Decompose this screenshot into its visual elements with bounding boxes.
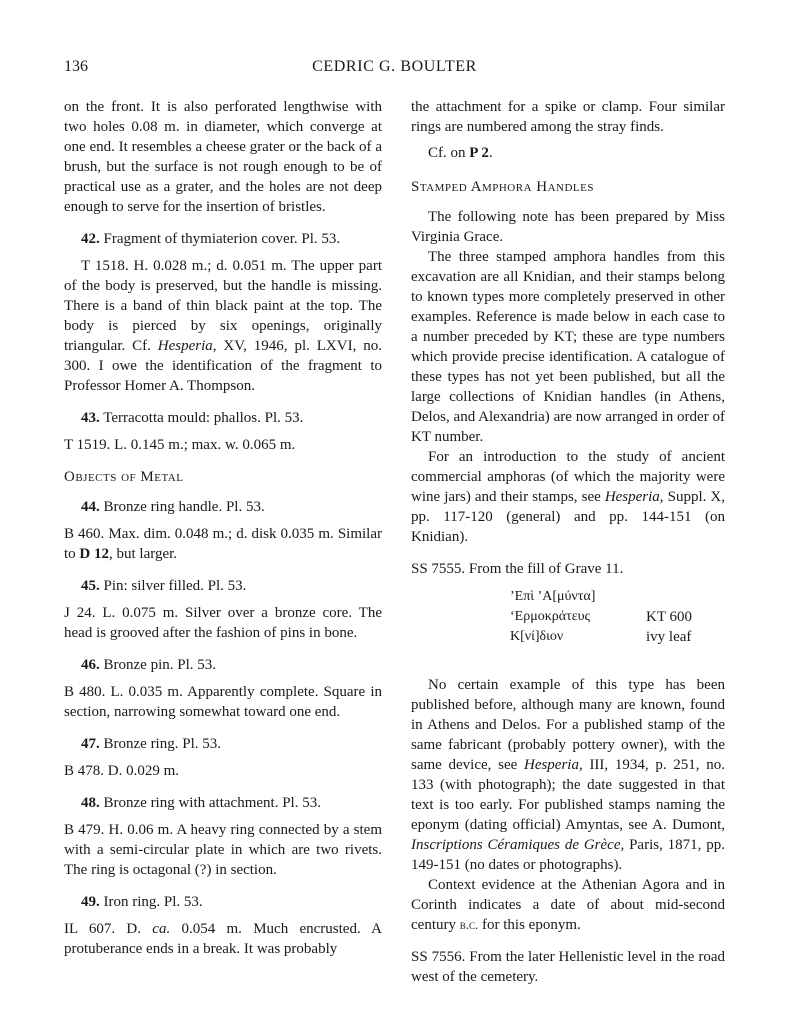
entry-description bbox=[64, 919, 382, 959]
entry-number: 47. bbox=[81, 736, 100, 752]
catalog-entry-42 bbox=[64, 229, 382, 396]
stamp-line-1: ’Επὶ ’Α[μύντα] bbox=[510, 589, 596, 604]
entry-description: B 479. H. 0.06 m. A heavy ring connected by a stem with a semi-circular plate in which are two rivets. The ring is octagonal (?) in section. bbox=[64, 822, 382, 878]
cf-text: . bbox=[488, 145, 493, 161]
circa-abbrev: ca. bbox=[152, 921, 171, 937]
introduction-paragraph bbox=[411, 447, 725, 547]
intro-paragraph: on the front. It is also perforated lengthwise with two holes 0.08 m. in diameter, which converge at one end. It resembles a cheese grater or the back of a brush, but the surface is not rough enough to be of practical use as a grater, and the holes are not deep enough to serve for the insertion of bristles. bbox=[64, 99, 382, 215]
paragraph-text: No certain example of this type has been published before, although many are known, found in Athens and Delos. For a published stamp of the same fabricant (probably pottery owner), with the same device, see bbox=[411, 677, 725, 773]
knidian-paragraph: The three stamped amphora handles from this excavation are all Knidian, and their stamps belong to known types more completely preserved in other examples. Reference is made below in each case to a number preceded by KT; these are type numbers which provide precise identification. A catalogue of these types has not yet been published, but all the large collections of Knidian handles (in Athens, Delos, and Alexandria) are now arranged in order of KT number. bbox=[411, 249, 725, 445]
note-paragraph: The following note has been prepared by Miss Virginia Grace. bbox=[411, 209, 725, 245]
entry-description bbox=[64, 524, 382, 564]
journal-title: Hesperia, bbox=[157, 338, 217, 354]
entry-description: T 1519. L. 0.145 m.; max. w. 0.065 m. bbox=[64, 437, 296, 453]
stamp-line-3: Κ[νί]διον bbox=[510, 629, 564, 644]
catalog-entry-43 bbox=[64, 408, 382, 455]
no-certain-paragraph bbox=[411, 675, 725, 875]
journal-title: Hesperia, bbox=[523, 757, 583, 773]
catalog-entry-48 bbox=[64, 793, 382, 880]
entry-title: Iron ring. Pl. 53. bbox=[99, 894, 203, 910]
paragraph-text: for this eponym. bbox=[478, 917, 581, 933]
entry-heading bbox=[64, 497, 382, 517]
entry-heading bbox=[64, 408, 382, 428]
entry-heading bbox=[64, 655, 382, 675]
entry-description: J 24. L. 0.075 m. Silver over a bronze core. The head is grooved after the fashion of pins in bone. bbox=[64, 605, 382, 641]
entry-title: Bronze ring. Pl. 53. bbox=[99, 736, 221, 752]
entry-number: 49. bbox=[81, 894, 100, 910]
continuation-paragraph: the attachment for a spike or clamp. Four similar rings are numbered among the stray finds. bbox=[411, 99, 725, 135]
entry-text: 0.054 m. Much encrusted. A protuberance ends in a break. It was probably bbox=[64, 921, 382, 957]
entry-text: IL 607. D. bbox=[64, 921, 153, 937]
entry-title: Bronze ring handle. Pl. 53. bbox=[99, 499, 265, 515]
context-paragraph bbox=[411, 875, 725, 935]
entry-heading bbox=[64, 734, 382, 754]
stamp-device: ivy leaf bbox=[646, 629, 692, 645]
era-abbrev: b.c. bbox=[459, 917, 479, 932]
entry-number: 44. bbox=[81, 499, 100, 515]
section-heading-amphora: Stamped Amphora Handles bbox=[411, 179, 594, 195]
paragraph-text: Paris, 1871, pp. 149-151 (no dates or photographs). bbox=[411, 837, 726, 873]
entry-title: Pin: silver filled. Pl. 53. bbox=[99, 578, 247, 594]
cross-reference-line bbox=[411, 143, 725, 163]
entry-text: XV, 1946, pl. LXVI, no. 300. I owe the identification of the fragment to Professor Homer A. Thompson. bbox=[64, 338, 382, 394]
entry-number: 42. bbox=[81, 231, 100, 247]
entry-title: Fragment of thymiaterion cover. Pl. 53. bbox=[99, 231, 341, 247]
entry-title: Bronze pin. Pl. 53. bbox=[99, 657, 216, 673]
entry-text: , but larger. bbox=[109, 546, 178, 562]
entry-number: 45. bbox=[81, 578, 100, 594]
entry-text: T 1518. H. 0.028 m.; d. 0.051 m. The upper part of the body is preserved, but the handle is missing. There is a band of thin black paint at the top. The body is pierced by six openings, originally triangular. Cf. bbox=[64, 258, 382, 354]
catalog-entry-44 bbox=[64, 497, 382, 564]
paragraph-text: For an introduction to the study of ancient commercial amphoras (of which the majority were wine jars) and their stamps, see bbox=[411, 449, 725, 505]
section-heading-metal: Objects of Metal bbox=[64, 469, 184, 485]
entry-description: B 480. L. 0.035 m. Apparently complete. Square in section, narrowing somewhat toward one end. bbox=[64, 684, 382, 720]
running-head: CEDRIC G. BOULTER bbox=[312, 58, 477, 75]
entry-text: B 460. Max. dim. 0.048 m.; d. disk 0.035 m. Similar to bbox=[64, 526, 382, 562]
page-number: 136 bbox=[64, 58, 88, 75]
entry-number: 46. bbox=[81, 657, 100, 673]
book-title: Inscriptions Céramiques de Grèce, bbox=[411, 837, 625, 853]
entry-description: B 478. D. 0.029 m. bbox=[64, 763, 180, 779]
ss-7556-entry: SS 7556. From the later Hellenistic level in the road west of the cemetery. bbox=[411, 949, 725, 985]
right-column bbox=[411, 97, 725, 987]
catalog-entry-49 bbox=[64, 892, 382, 959]
entry-number: 43. bbox=[81, 410, 100, 426]
stamp-transcription bbox=[510, 587, 725, 647]
kt-number: KT 600 bbox=[646, 609, 692, 625]
cf-text: Cf. on bbox=[428, 145, 470, 161]
paragraph-text: Suppl. X, pp. 117-120 (general) and pp. 144-151 (on Knidian). bbox=[411, 489, 725, 545]
entry-title: Terracotta mould: phallos. Pl. 53. bbox=[99, 410, 304, 426]
catalog-entry-45 bbox=[64, 576, 382, 643]
stamp-line-2: ‘Ερμοκράτευς bbox=[510, 609, 591, 624]
cross-reference: P 2 bbox=[469, 145, 489, 161]
catalog-entry-46 bbox=[64, 655, 382, 722]
entry-title: Bronze ring with attachment. Pl. 53. bbox=[99, 795, 321, 811]
ss-7555-heading: SS 7555. From the fill of Grave 11. bbox=[411, 561, 624, 577]
entry-heading bbox=[64, 229, 382, 249]
page-header bbox=[64, 58, 725, 82]
paragraph-text: Context evidence at the Athenian Agora and in Corinth indicates a date of about mid-second century bbox=[411, 877, 725, 933]
cross-reference: D 12 bbox=[79, 546, 110, 562]
entry-description bbox=[64, 256, 382, 396]
catalog-entry-47 bbox=[64, 734, 382, 781]
entry-number: 48. bbox=[81, 795, 100, 811]
entry-heading bbox=[64, 793, 382, 813]
paragraph-text: III, 1934, p. 251, no. 133 (with photograph); the date suggested in that text is too early. For published stamps naming the eponym (dating official) Amyntas, see A. Dumont, bbox=[411, 757, 725, 833]
left-column bbox=[64, 97, 382, 971]
entry-heading bbox=[64, 576, 382, 596]
entry-heading bbox=[64, 892, 382, 912]
journal-title: Hesperia, bbox=[604, 489, 664, 505]
